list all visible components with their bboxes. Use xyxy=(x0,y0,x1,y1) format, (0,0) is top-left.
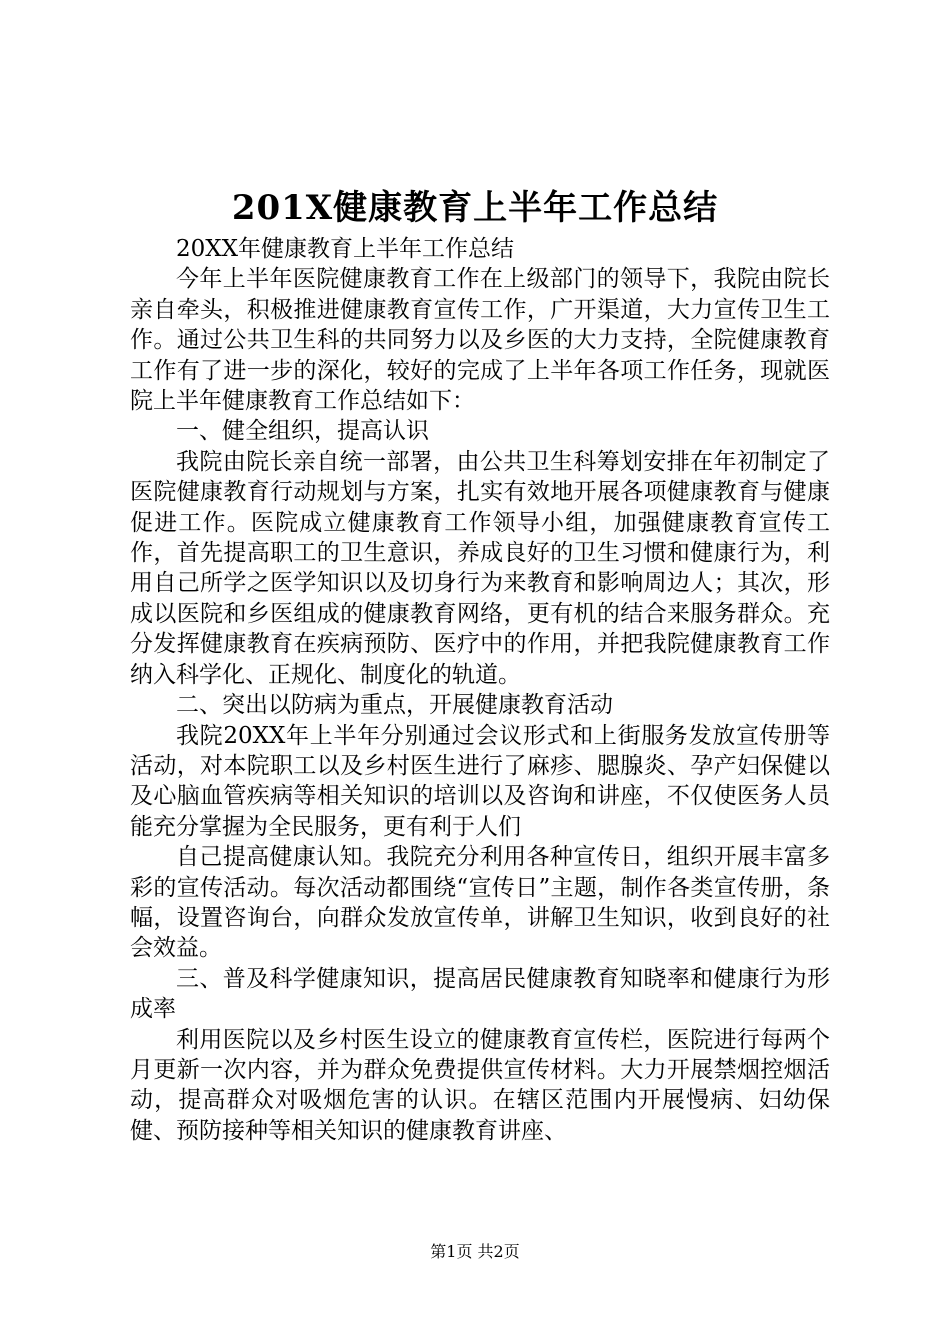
paragraph-intro: 今年上半年医院健康教育工作在上级部门的领导下，我院由院长亲自牵头，积极推进健康教育宣传工作，广开渠道，大力宣传卫生工作。通过公共卫生科的共同努力以及乡医的大力支持，全院健康教育工作有了进一步的深化，较好的完成了上半年各项工作任务，现就医院上半年健康教育工作总结如下： xyxy=(130,266,830,415)
page-footer: 第1页 共2页 xyxy=(430,1242,520,1261)
document-title: 201X健康教育上半年工作总结 xyxy=(231,188,719,228)
paragraph-section-2a: 我院20XX年上半年分别通过会议形式和上街服务发放宣传册等活动，对本院职工以及乡村医生进行了麻疹、腮腺炎、孕产妇保健以及心脑血管疾病等相关知识的培训以及咨询和讲座，不仅使医务人员能充分掌握为全民服务，更有利于人们 xyxy=(130,722,830,840)
paragraph-subtitle: 20XX年健康教育上半年工作总结 xyxy=(176,236,515,262)
paragraph-section-3: 利用医院以及乡村医生设立的健康教育宣传栏，医院进行每两个月更新一次内容，并为群众免费提供宣传材料。大力开展禁烟控烟活动，提高群众对吸烟危害的认识。在辖区范围内开展慢病、妇幼保健、预防接种等相关知识的健康教育讲座、 xyxy=(130,1026,830,1144)
section-heading-1: 一、健全组织，提高认识 xyxy=(176,418,429,445)
paragraph-section-2b: 自己提高健康认知。我院充分利用各种宣传日，组织开展丰富多彩的宣传活动。每次活动都围绕“宣传日”主题，制作各类宣传册，条幅，设置咨询台，向群众发放宣传单，讲解卫生知识，收到良好的社会效益。 xyxy=(130,844,830,962)
paragraph-section-1: 我院由院长亲自统一部署，由公共卫生科筹划安排在年初制定了医院健康教育行动规划与方案，扎实有效地开展各项健康教育与健康促进工作。医院成立健康教育工作领导小组，加强健康教育宣传工作，首先提高职工的卫生意识，养成良好的卫生习惯和健康行为，利用自己所学之医学知识以及切身行为来教育和影响周边人；其次，形成以医院和乡医组成的健康教育网络，更有机的结合来服务群众。充分发挥健康教育在疾病预防、医疗中的作用，并把我院健康教育工作纳入科学化、正规化、制度化的轨道。 xyxy=(130,448,830,688)
section-heading-2: 二、突出以防病为重点，开展健康教育活动 xyxy=(176,692,613,719)
document-body xyxy=(130,234,830,1146)
section-heading-3: 三、普及科学健康知识，提高居民健康教育知晓率和健康行为形成率 xyxy=(130,965,830,1023)
